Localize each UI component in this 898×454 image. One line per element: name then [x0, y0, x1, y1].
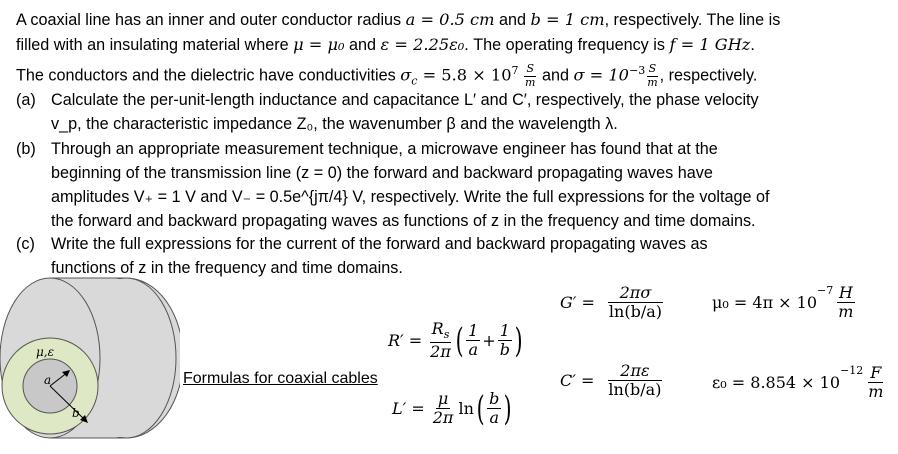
farad: F: [870, 363, 882, 382]
intro-text: filled with an insulating material where: [16, 36, 294, 54]
eps0-unit: [866, 364, 885, 402]
unit-numerator: S: [526, 61, 534, 75]
right-paren: ): [504, 388, 513, 429]
unit-s-per-m: [523, 63, 537, 89]
mu0-unit: [836, 284, 855, 322]
part-line: v_p, the characteristic impedance Z₀, the wavenumber β and the wavelength λ.: [51, 115, 618, 133]
formulas-title: Formulas for coaxial cables: [183, 370, 378, 387]
intro-line-2: [16, 33, 755, 57]
conductor-conductivity-symbol: σ: [400, 65, 412, 85]
unit-s-per-m: [645, 63, 659, 89]
ln-b-over-a: ln(b/a): [608, 302, 662, 322]
permeability-value: μ = μ₀: [293, 35, 345, 54]
conductor-subscript: c: [411, 74, 418, 88]
left-paren: (: [455, 320, 464, 361]
dielectric-conductivity-value: σ = 10: [573, 65, 629, 85]
part-line: functions of z in the frequency and time domains.: [51, 259, 403, 277]
plus-sign: +: [482, 331, 496, 351]
intro-text: .: [750, 36, 755, 54]
intro-line-1: [16, 8, 780, 32]
rs-symbol: R: [431, 319, 444, 338]
coaxial-cable-figure: [0, 274, 180, 454]
conductance-fraction: [607, 284, 664, 322]
radius-b-label: b: [72, 406, 80, 420]
ln: ln: [458, 399, 474, 419]
inductance-formula: [392, 390, 515, 428]
intro-text: , respectively. The line is: [604, 11, 781, 29]
b: b: [499, 340, 510, 360]
eps0-value: ε₀ = 8.854 × 10: [712, 373, 841, 393]
resistance-coefficient: [428, 320, 453, 361]
eps0-exponent: −12: [840, 364, 864, 377]
frequency-value: f = 1 GHz: [669, 35, 751, 54]
meter: m: [868, 382, 884, 402]
b-over-a: [487, 390, 501, 428]
mu-eps-label: μ,ε: [36, 345, 55, 359]
permittivity-value: ε = 2.25ε₀: [380, 35, 465, 54]
conductor-exponent: 7: [511, 64, 519, 77]
mu: μ: [437, 389, 449, 408]
mu0-exponent: −7: [817, 284, 834, 297]
part-line: Write the full expressions for the current of the forward and backward propagating waves as: [51, 235, 708, 253]
ln-b-over-a: ln(b/a): [608, 380, 662, 400]
eps0-constant: [712, 364, 885, 402]
capacitance-symbol: C′ =: [560, 371, 595, 391]
one-over-a: [466, 322, 480, 360]
capacitance-formula: [560, 362, 663, 400]
radius-a-label: a: [44, 373, 52, 387]
two-pi-epsilon: 2πε: [608, 362, 661, 381]
intro-text: The conductors and the dielectric have conductivities: [16, 66, 401, 85]
resistance-symbol: R′ =: [388, 331, 423, 351]
intro-text: A coaxial line has an inner and outer conductor radius: [16, 11, 406, 29]
capacitance-fraction: [606, 362, 663, 400]
intro-text: . The operating frequency is: [464, 36, 670, 54]
part-label: (b): [16, 140, 36, 158]
meter: m: [838, 302, 854, 322]
intro-text: , respectively.: [659, 66, 758, 85]
two-pi-sigma: 2πσ: [608, 284, 664, 303]
part-line: the forward and backward propagating waves as functions of z in the frequency and time domains.: [51, 212, 756, 230]
mu0-constant: [712, 284, 855, 322]
rs-subscript: s: [443, 328, 450, 342]
conductance-symbol: G′ =: [560, 293, 595, 313]
conductor-conductivity-value: = 5.8 × 10: [417, 65, 512, 85]
unit-numerator: S: [648, 61, 657, 75]
henry: H: [838, 283, 853, 302]
two-pi: 2π: [432, 408, 454, 428]
one-over-b: [498, 322, 512, 360]
inductance-symbol: L′ =: [392, 399, 425, 419]
a: a: [468, 340, 478, 360]
right-paren: ): [514, 320, 523, 361]
unit-denominator: m: [647, 75, 658, 89]
part-line: amplitudes V₊ = 1 V and V₋ = 0.5e^{jπ/4} V, respectively. Write the full expressions for the voltage of: [51, 188, 770, 206]
outer-radius-value: b = 1 cm: [530, 10, 605, 29]
part-line: Calculate the per-unit-length inductance and capacitance L′ and C′, respectively, the phase velocity: [51, 91, 759, 109]
left-paren: (: [476, 388, 485, 429]
one: 1: [499, 320, 510, 340]
a: a: [489, 408, 500, 428]
conductance-formula: [560, 284, 664, 322]
part-line: beginning of the transmission line (z = 0) the forward and backward propagating waves have: [51, 164, 713, 182]
unit-denominator: m: [525, 75, 536, 89]
intro-text: and: [494, 11, 531, 29]
inner-radius-value: a = 0.5 cm: [405, 10, 495, 29]
mu0-value: μ₀ = 4π × 10: [712, 293, 818, 313]
part-label: (c): [16, 235, 35, 253]
dielectric-exponent: −3: [628, 64, 646, 77]
intro-text: and: [344, 36, 381, 54]
one: 1: [468, 320, 479, 340]
two-pi: 2π: [430, 341, 451, 361]
mu-over-2pi: [431, 390, 456, 428]
intro-text: and: [537, 66, 574, 85]
part-line: Through an appropriate measurement technique, a microwave engineer has found that at the: [51, 140, 718, 158]
resistance-formula: [388, 320, 525, 361]
part-label: (a): [16, 91, 36, 109]
b: b: [489, 389, 500, 408]
